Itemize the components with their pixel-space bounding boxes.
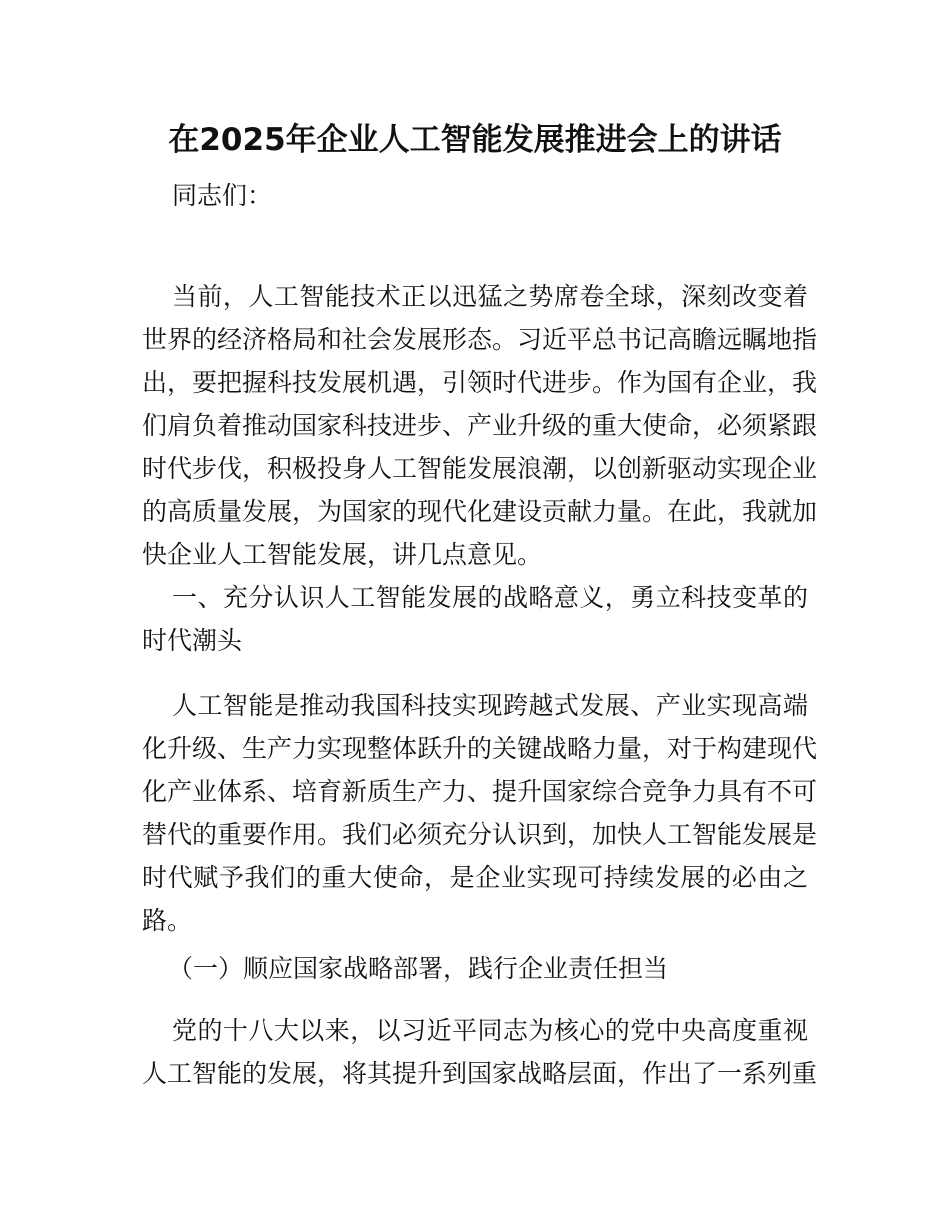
paragraph-line: 当前，人工智能技术正以迅猛之势席卷全球，深刻改变着 [172,282,808,311]
paragraph-line: 党的十八大以来，以习近平同志为核心的党中央高度重视 [172,1016,808,1045]
paragraph-line: 快企业人工智能发展，讲几点意见。 [142,540,543,569]
paragraph-line: 化产业体系、培育新质生产力、提升国家综合竞争力具有不可 [142,777,818,806]
paragraph-line: 世界的经济格局和社会发展形态。习近平总书记高瞻远瞩地指 [142,325,818,354]
document-title: 在2025年企业人工智能发展推进会上的讲话 [168,122,782,158]
paragraph-line: 人工智能的发展，将其提升到国家战略层面，作出了一系列重 [142,1059,818,1088]
paragraph-line: 出，要把握科技发展机遇，引领时代进步。作为国有企业，我 [142,368,818,397]
paragraph-line: 时代赋予我们的重大使命，是企业实现可持续发展的必由之 [142,863,808,892]
paragraph-line: 路。 [142,906,193,935]
paragraph-line: 的高质量发展，为国家的现代化建设贡献力量。在此，我就加 [142,497,818,526]
salutation: 同志们： [172,181,273,210]
subsection-heading: （一）顺应国家战略部署，践行企业责任担当 [168,954,669,983]
paragraph-line: 化升级、生产力实现整体跃升的关键战略力量，对于构建现代 [142,734,818,763]
section-heading: 一、充分认识人工智能发展的战略意义，勇立科技变革的 [172,583,808,612]
paragraph-line: 们肩负着推动国家科技进步、产业升级的重大使命，必须紧跟 [142,411,818,440]
section-heading: 时代潮头 [142,626,243,655]
paragraph-line: 替代的重要作用。我们必须充分认识到，加快人工智能发展是 [142,820,818,849]
paragraph-line: 时代步伐，积极投身人工智能发展浪潮，以创新驱动实现企业 [142,454,818,483]
paragraph-line: 人工智能是推动我国科技实现跨越式发展、产业实现高端 [172,691,808,720]
